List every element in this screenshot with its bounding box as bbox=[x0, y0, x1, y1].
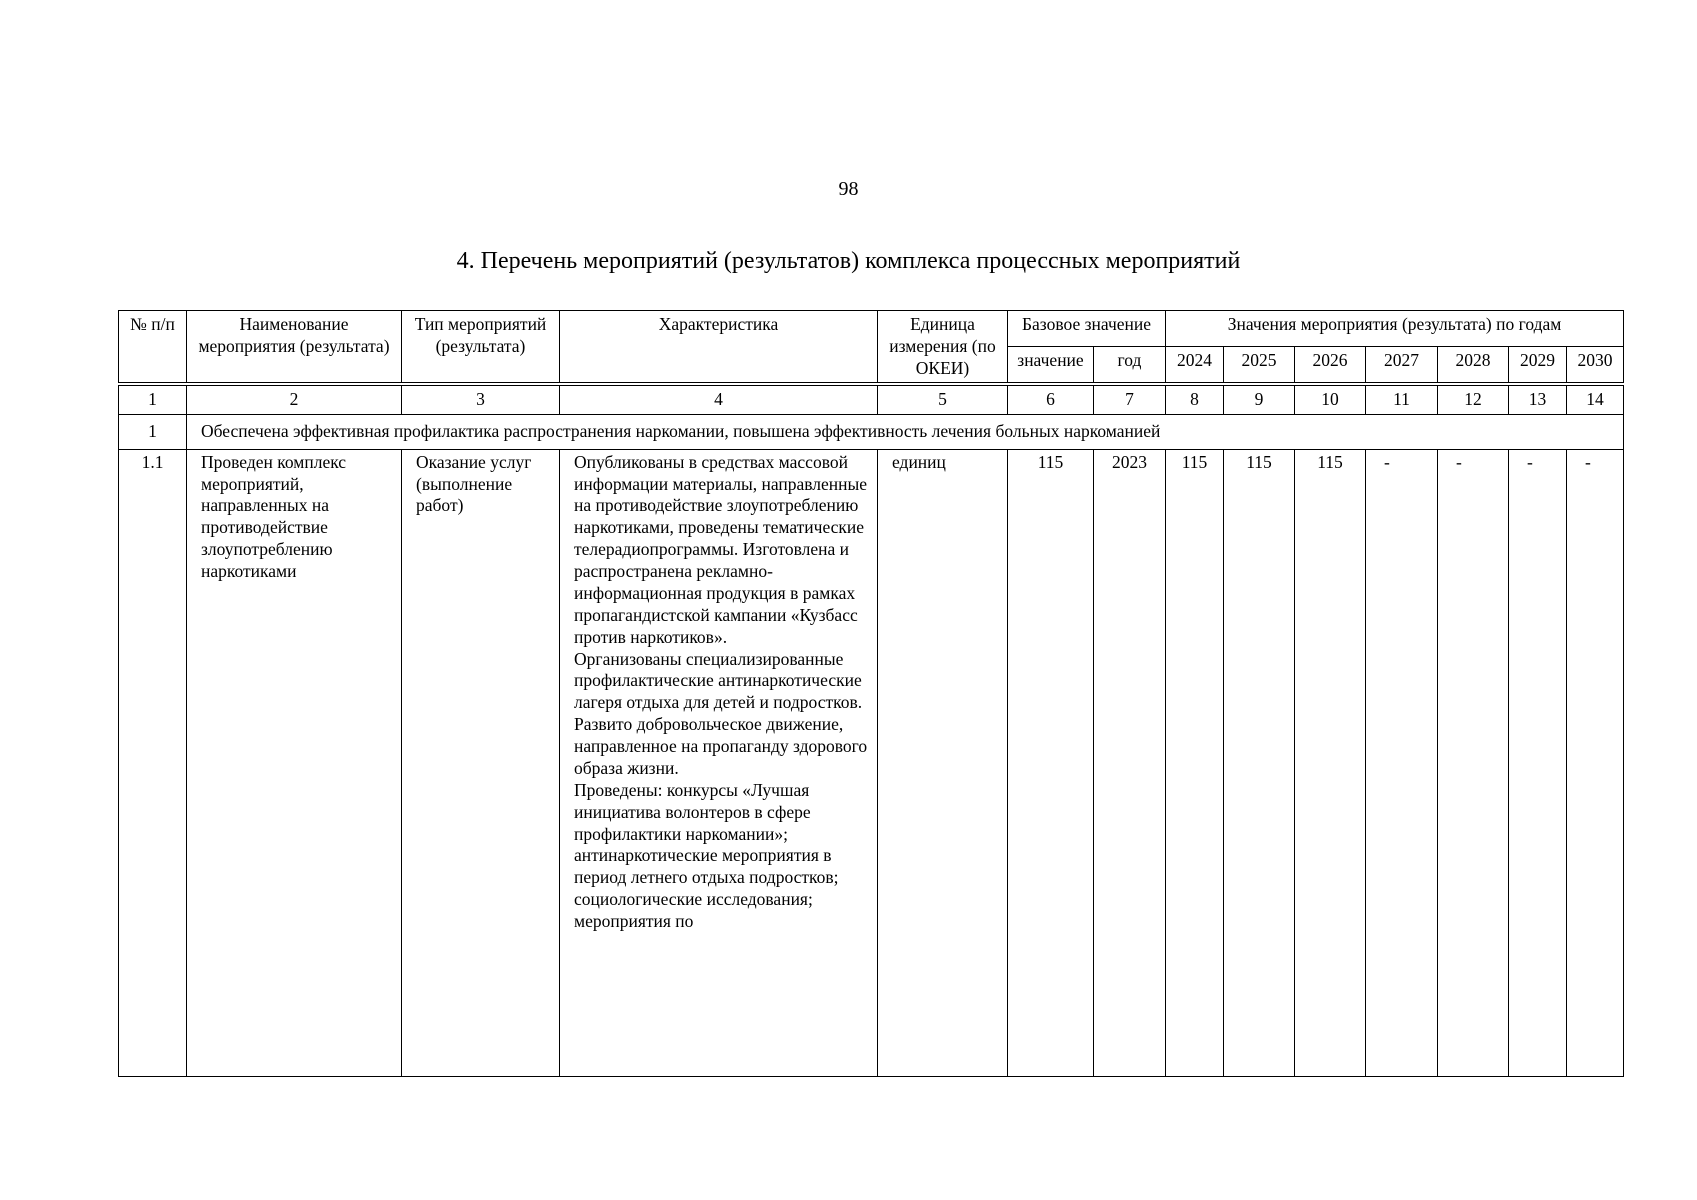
row-value-2024: 115 bbox=[1166, 449, 1224, 1076]
header-characteristic: Характеристика bbox=[560, 311, 878, 383]
row-value-2029: - bbox=[1509, 449, 1567, 1076]
row-value-2025: 115 bbox=[1224, 449, 1295, 1076]
goal-text: Обеспечена эффективная профилактика распространения наркомании, повышена эффективность лечения больных наркоманией bbox=[187, 414, 1624, 449]
table-row bbox=[119, 449, 1624, 1076]
column-number: 1 bbox=[119, 385, 187, 414]
header-year: 2027 bbox=[1366, 346, 1438, 382]
header-year: 2028 bbox=[1438, 346, 1509, 382]
header-year: 2026 bbox=[1295, 346, 1366, 382]
header-year: 2030 bbox=[1567, 346, 1624, 382]
header-row-top bbox=[119, 311, 1624, 347]
row-unit: единиц bbox=[878, 449, 1008, 1076]
goal-num: 1 bbox=[119, 414, 187, 449]
column-number: 14 bbox=[1567, 385, 1624, 414]
column-number: 3 bbox=[402, 385, 560, 414]
row-value-2028: - bbox=[1438, 449, 1509, 1076]
header-year: 2029 bbox=[1509, 346, 1567, 382]
goal-row bbox=[119, 414, 1624, 449]
column-number: 13 bbox=[1509, 385, 1567, 414]
header-base: Базовое значение bbox=[1008, 311, 1166, 347]
header-base-year: год bbox=[1094, 346, 1166, 382]
row-type: Оказание услуг (выполнение работ) bbox=[402, 449, 560, 1076]
row-characteristic: Опубликованы в средствах массовой информации материалы, направленные на противодействие злоупотреблению наркотиками, проведены тематические телерадиопрограммы. Изготовлена и распространена рекламно-информационная продукция в рамках пропагандистской кампании «Кузбасс против наркотиков». Организованы специализированные профилактические антинаркотические лагеря отдыха для детей и подростков. Развито добровольческое движение, направленное на пропаганду здорового образа жизни. Проведены: конкурсы «Лучшая инициатива волонтеров в сфере профилактики наркомании»; антинаркотические мероприятия в период летнего отдыха подростков; социологические исследования; мероприятия по bbox=[560, 449, 878, 1076]
row-value-2026: 115 bbox=[1295, 449, 1366, 1076]
row-base-year: 2023 bbox=[1094, 449, 1166, 1076]
row-num: 1.1 bbox=[119, 449, 187, 1076]
column-number: 2 bbox=[187, 385, 402, 414]
header-name: Наименование мероприятия (результата) bbox=[187, 311, 402, 383]
column-numbers-row bbox=[119, 385, 1624, 414]
header-base-value: значение bbox=[1008, 346, 1094, 382]
column-number: 4 bbox=[560, 385, 878, 414]
column-number: 7 bbox=[1094, 385, 1166, 414]
header-unit: Единица измерения (по ОКЕИ) bbox=[878, 311, 1008, 383]
column-number: 12 bbox=[1438, 385, 1509, 414]
header-year: 2024 bbox=[1166, 346, 1224, 382]
row-value-2027: - bbox=[1366, 449, 1438, 1076]
header-year: 2025 bbox=[1224, 346, 1295, 382]
column-number: 8 bbox=[1166, 385, 1224, 414]
row-value-2030: - bbox=[1567, 449, 1624, 1076]
page-number: 98 bbox=[838, 178, 859, 200]
events-table bbox=[118, 310, 1624, 1077]
column-number: 5 bbox=[878, 385, 1008, 414]
header-type: Тип мероприятий (результата) bbox=[402, 311, 560, 383]
column-number: 6 bbox=[1008, 385, 1094, 414]
header-num: № п/п bbox=[119, 311, 187, 383]
column-number: 11 bbox=[1366, 385, 1438, 414]
column-number: 9 bbox=[1224, 385, 1295, 414]
header-values-by-year: Значения мероприятия (результата) по годам bbox=[1166, 311, 1624, 347]
row-base-value: 115 bbox=[1008, 449, 1094, 1076]
row-name: Проведен комплекс мероприятий, направленных на противодействие злоупотреблению наркотиками bbox=[187, 449, 402, 1076]
document-title: 4. Перечень мероприятий (результатов) комплекса процессных мероприятий bbox=[456, 248, 1241, 274]
column-number: 10 bbox=[1295, 385, 1366, 414]
